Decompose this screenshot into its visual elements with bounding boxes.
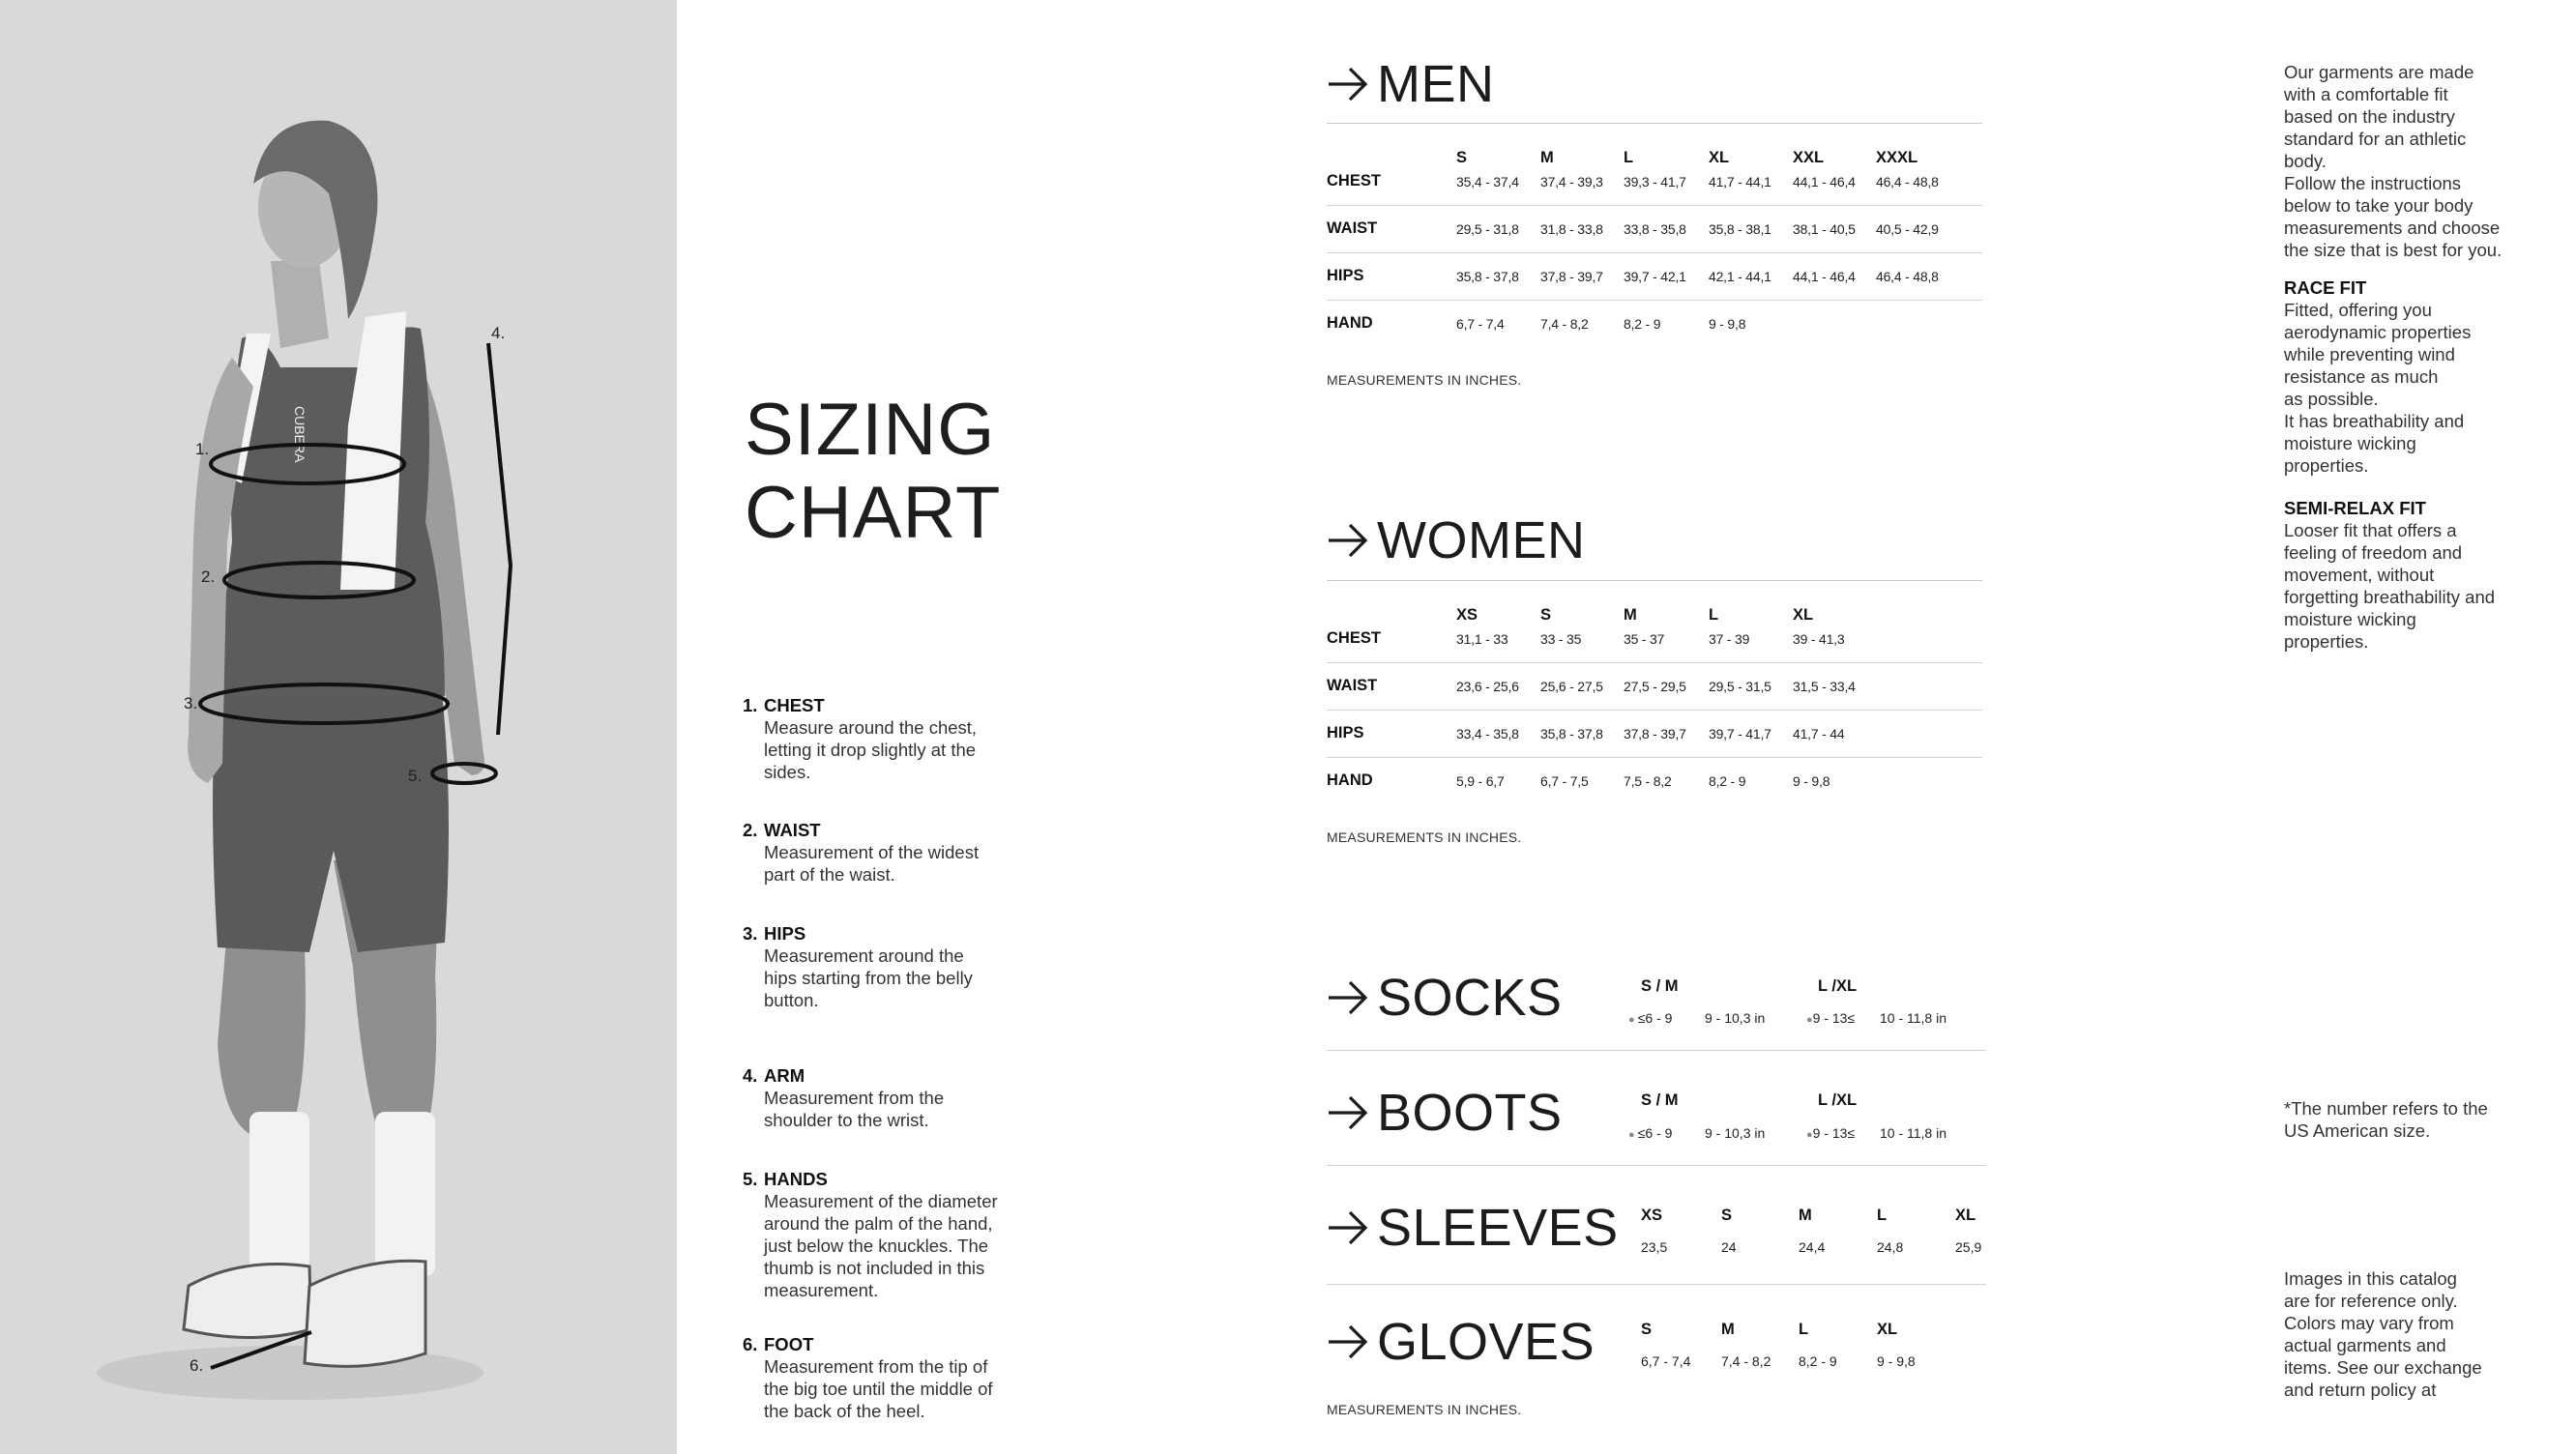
text-line: standard for an athletic [2284, 129, 2467, 149]
socks-in-lxl: 10 - 11,8 in [1880, 1010, 1947, 1026]
guide-line: Measurement from the [764, 1088, 945, 1108]
table-cell: 40,5 - 42,9 [1876, 221, 1939, 237]
table-cell: 7,4 - 8,2 [1540, 316, 1589, 332]
row-label: CHEST [1327, 629, 1381, 647]
size-label: XL [1709, 149, 1730, 166]
table-row [1327, 253, 1982, 301]
table-cell: 9 - 9,8 [1793, 773, 1830, 789]
text-line: Our garments are made [2284, 62, 2474, 82]
table-cell: 39,7 - 42,1 [1624, 269, 1686, 284]
arrow-right-icon [1327, 65, 1369, 103]
table-cell: 29,5 - 31,8 [1456, 221, 1519, 237]
arrow-right-icon [1327, 521, 1369, 560]
marker-2: 2. [201, 567, 216, 586]
marker-3: 3. [184, 694, 198, 712]
size-label: M [1721, 1321, 1735, 1338]
guide-line: Measurement of the widest [764, 842, 980, 862]
women-heading-label: WOMEN [1377, 511, 1586, 569]
text-line: Images in this catalog [2284, 1268, 2457, 1289]
table-cell: 35,8 - 37,8 [1540, 726, 1603, 742]
boots-size-sm: S / M [1641, 1091, 1679, 1109]
table-cell: 42,1 - 44,1 [1709, 269, 1771, 284]
socks-size-lxl: L /XL [1818, 977, 1858, 995]
table-cell: 44,1 - 46,4 [1793, 174, 1856, 189]
text-line: body. [2284, 151, 2327, 171]
size-label: L [1799, 1321, 1809, 1338]
glove-value: 8,2 - 9 [1799, 1353, 1837, 1369]
guide-number: 6. [743, 1334, 758, 1354]
marker-5: 5. [408, 767, 423, 785]
text-line: actual garments and [2284, 1335, 2446, 1355]
men-measurement-note: MEASUREMENTS IN INCHES. [1327, 372, 1522, 388]
dot-icon: ● [1806, 1129, 1813, 1141]
sleeve-value: 24,4 [1799, 1239, 1826, 1255]
guide-line: Measurement around the [764, 945, 964, 966]
socks-size-sm: S / M [1641, 977, 1679, 995]
table-cell: 38,1 - 40,5 [1793, 221, 1856, 237]
gloves-heading-label: GLOVES [1377, 1313, 1595, 1371]
text-line: with a comfortable fit [2284, 84, 2448, 104]
guide-number: 2. [743, 820, 758, 840]
text-line: properties. [2284, 631, 2369, 652]
text-line: based on the industry [2284, 106, 2455, 127]
row-label: CHEST [1327, 172, 1381, 189]
semi-relax-fit-heading: SEMI-RELAX FIT [2284, 498, 2426, 518]
text-line: resistance as much [2284, 366, 2439, 387]
text-line: are for reference only. [2284, 1291, 2458, 1311]
guide-line: measurement. [764, 1280, 879, 1300]
guide-line: around the palm of the hand, [764, 1213, 993, 1234]
size-label: L [1877, 1207, 1888, 1224]
table-cell: 6,7 - 7,5 [1540, 773, 1589, 789]
guide-number: 5. [743, 1169, 758, 1189]
text-line: moisture wicking [2284, 433, 2416, 453]
fit-intro [2284, 61, 2535, 261]
table-cell: 41,7 - 44,1 [1709, 174, 1771, 189]
size-label: XL [1955, 1207, 1976, 1224]
men-size-table [1327, 123, 1982, 347]
divider [1327, 1165, 1986, 1166]
sleeve-value: 23,5 [1641, 1239, 1668, 1255]
boots-us-sm [1628, 1125, 1672, 1141]
divider [1327, 1050, 1986, 1051]
row-label: HAND [1327, 314, 1373, 332]
glove-value: 7,4 - 8,2 [1721, 1353, 1771, 1369]
text-line: properties. [2284, 455, 2369, 476]
text-line: aerodynamic properties [2284, 322, 2472, 342]
semi-relax-fit [2284, 497, 2535, 653]
socks-heading-label: SOCKS [1377, 969, 1563, 1027]
guide-number: 3. [743, 923, 758, 944]
table-cell: 6,7 - 7,4 [1456, 316, 1505, 332]
women-measurement-note: MEASUREMENTS IN INCHES. [1327, 829, 1522, 845]
guide-chest [743, 694, 1033, 783]
boots-us-sm-value: ≤6 - 9 [1637, 1125, 1673, 1141]
size-label: S [1540, 606, 1552, 624]
page-title-line2: CHART [745, 472, 1002, 554]
socks-us-sm [1628, 1010, 1672, 1026]
guide-hips [743, 922, 1033, 1011]
table-cell: 8,2 - 9 [1709, 773, 1746, 789]
row-label: HAND [1327, 771, 1373, 789]
size-label: M [1624, 606, 1637, 624]
table-row [1327, 711, 1982, 758]
table-cell: 44,1 - 46,4 [1793, 269, 1856, 284]
guide-line: the back of the heel. [764, 1401, 925, 1421]
guide-line: Measure around the chest, [764, 717, 978, 738]
arrow-right-icon [1327, 1208, 1369, 1247]
table-cell: 37,8 - 39,7 [1540, 269, 1603, 284]
table-cell: 39 - 41,3 [1793, 631, 1845, 647]
marker-1: 1. [195, 440, 210, 458]
women-size-table [1327, 580, 1982, 804]
page-title-line1: SIZING [745, 389, 996, 471]
men-heading-label: MEN [1377, 55, 1495, 113]
us-size-note [2284, 1097, 2535, 1142]
size-label: XL [1877, 1321, 1898, 1338]
catalog-note [2284, 1267, 2535, 1401]
size-label: M [1540, 149, 1554, 166]
guide-heading: FOOT [764, 1334, 814, 1354]
boots-heading-label: BOOTS [1377, 1084, 1563, 1142]
glove-value: 9 - 9,8 [1877, 1353, 1916, 1369]
text-line: Looser fit that offers a [2284, 520, 2457, 540]
text-line: below to take your body [2284, 195, 2474, 216]
guide-line: part of the waist. [764, 864, 895, 885]
table-cell: 27,5 - 29,5 [1624, 679, 1686, 694]
divider [1327, 1284, 1986, 1285]
gloves-heading [1327, 1312, 1595, 1372]
size-label: XXXL [1876, 149, 1918, 166]
row-label: WAIST [1327, 219, 1378, 237]
text-line: US American size. [2284, 1120, 2431, 1141]
row-label: WAIST [1327, 677, 1378, 694]
table-cell: 29,5 - 31,5 [1709, 679, 1771, 694]
size-label: L [1624, 149, 1634, 166]
men-heading [1327, 54, 1495, 114]
size-label: XXL [1793, 149, 1825, 166]
text-line: movement, without [2284, 565, 2435, 585]
model-illustration [0, 0, 677, 1454]
guide-line: Measurement from the tip of [764, 1356, 988, 1377]
socks-in-sm: 9 - 10,3 in [1705, 1010, 1766, 1026]
table-cell: 8,2 - 9 [1624, 316, 1661, 332]
sleeves-heading [1327, 1198, 1619, 1258]
table-cell: 33,8 - 35,8 [1624, 221, 1686, 237]
size-label: XS [1456, 606, 1478, 624]
guide-heading: CHEST [764, 695, 825, 715]
row-label: HIPS [1327, 724, 1364, 742]
table-cell: 37,4 - 39,3 [1540, 174, 1603, 189]
table-cell: 39,7 - 41,7 [1709, 726, 1771, 742]
table-cell: 31,8 - 33,8 [1540, 221, 1603, 237]
table-cell: 33 - 35 [1540, 631, 1582, 647]
guide-heading: HANDS [764, 1169, 828, 1189]
boots-heading [1327, 1083, 1563, 1143]
guide-waist [743, 819, 1033, 886]
table-cell: 35,8 - 37,8 [1456, 269, 1519, 284]
text-line: and return policy at [2284, 1380, 2437, 1400]
text-line: measurements and choose [2284, 218, 2501, 238]
boots-us-lxl [1806, 1125, 1855, 1141]
sleeve-value: 24 [1721, 1239, 1737, 1255]
socks-us-lxl-value: 9 - 13≤ [1812, 1010, 1856, 1026]
guide-line: just below the knuckles. The [764, 1236, 989, 1256]
table-cell: 39,3 - 41,7 [1624, 174, 1686, 189]
table-cell: 35,4 - 37,4 [1456, 174, 1519, 189]
women-heading [1327, 510, 1585, 570]
boots-size-lxl: L /XL [1818, 1091, 1858, 1109]
guide-number: 1. [743, 695, 758, 715]
text-line: It has breathability and [2284, 411, 2465, 431]
text-line: feeling of freedom and [2284, 542, 2463, 563]
arrow-right-icon [1327, 978, 1369, 1017]
table-cell: 9 - 9,8 [1709, 316, 1746, 332]
text-line: moisture wicking [2284, 609, 2416, 629]
guide-line: letting it drop slightly at the [764, 740, 977, 760]
table-row [1327, 159, 1982, 206]
socks-heading [1327, 968, 1563, 1028]
guide-heading: HIPS [764, 923, 806, 944]
marker-6: 6. [190, 1356, 204, 1375]
guide-line: hips starting from the belly [764, 968, 973, 988]
table-cell: 23,6 - 25,6 [1456, 679, 1519, 694]
boots-us-lxl-value: 9 - 13≤ [1812, 1125, 1856, 1141]
page-title [745, 389, 1001, 555]
glove-value: 6,7 - 7,4 [1641, 1353, 1691, 1369]
guide-hands [743, 1168, 1033, 1301]
guide-heading: ARM [764, 1065, 805, 1086]
table-row [1327, 206, 1982, 253]
dot-icon: ● [1628, 1129, 1638, 1141]
table-cell: 7,5 - 8,2 [1624, 773, 1672, 789]
size-label: S [1641, 1321, 1653, 1338]
text-line: forgetting breathability and [2284, 587, 2496, 607]
marker-4: 4. [491, 324, 506, 342]
arrow-right-icon [1327, 1323, 1369, 1361]
text-line: Colors may vary from [2284, 1313, 2454, 1333]
dot-icon: ● [1806, 1014, 1813, 1026]
table-row [1327, 663, 1982, 711]
socks-us-sm-value: ≤6 - 9 [1637, 1010, 1673, 1026]
gloves-measurement-note: MEASUREMENTS IN INCHES. [1327, 1402, 1522, 1417]
text-line: Fitted, offering you [2284, 300, 2432, 320]
text-line: Follow the instructions [2284, 173, 2462, 193]
sleeves-heading-label: SLEEVES [1377, 1199, 1619, 1257]
size-label: S [1721, 1207, 1733, 1224]
table-cell: 35,8 - 38,1 [1709, 221, 1771, 237]
guide-line: Measurement of the diameter [764, 1191, 998, 1211]
size-label: XS [1641, 1207, 1663, 1224]
table-cell: 33,4 - 35,8 [1456, 726, 1519, 742]
sleeve-value: 24,8 [1877, 1239, 1904, 1255]
table-cell: 35 - 37 [1624, 631, 1665, 647]
size-label: L [1709, 606, 1719, 624]
guide-arm [743, 1064, 1033, 1131]
boots-in-lxl: 10 - 11,8 in [1880, 1125, 1947, 1141]
arrow-right-icon [1327, 1093, 1369, 1132]
table-cell: 31,5 - 33,4 [1793, 679, 1856, 694]
table-cell: 41,7 - 44 [1793, 726, 1845, 742]
text-line: the size that is best for you. [2284, 240, 2503, 260]
table-row [1327, 758, 1982, 804]
guide-line: sides. [764, 762, 811, 782]
guide-number: 4. [743, 1065, 758, 1086]
table-cell: 25,6 - 27,5 [1540, 679, 1603, 694]
size-label: XL [1793, 606, 1814, 624]
guide-line: shoulder to the wrist. [764, 1110, 929, 1130]
table-cell: 37,8 - 39,7 [1624, 726, 1686, 742]
table-cell: 46,4 - 48,8 [1876, 174, 1939, 189]
guide-heading: WAIST [764, 820, 821, 840]
table-cell: 31,1 - 33 [1456, 631, 1508, 647]
size-label: S [1456, 149, 1468, 166]
guide-line: button. [764, 990, 819, 1010]
table-cell: 46,4 - 48,8 [1876, 269, 1939, 284]
text-line: as possible. [2284, 389, 2379, 409]
guide-line: thumb is not included in this [764, 1258, 985, 1278]
race-fit-heading: RACE FIT [2284, 277, 2367, 298]
socks-us-lxl [1806, 1010, 1855, 1026]
boots-in-sm: 9 - 10,3 in [1705, 1125, 1766, 1141]
table-cell: 5,9 - 6,7 [1456, 773, 1505, 789]
sleeve-value: 25,9 [1955, 1239, 1982, 1255]
bib-logo: CUBERA [292, 406, 307, 463]
table-cell: 37 - 39 [1709, 631, 1750, 647]
race-fit [2284, 276, 2535, 477]
text-line: *The number refers to the [2284, 1098, 2488, 1119]
model-photo [0, 0, 677, 1454]
guide-line: the big toe until the middle of [764, 1379, 993, 1399]
text-line: items. See our exchange [2284, 1357, 2482, 1378]
text-line: while preventing wind [2284, 344, 2455, 364]
size-label: M [1799, 1207, 1812, 1224]
table-row [1327, 301, 1982, 347]
guide-foot [743, 1333, 1033, 1422]
table-row [1327, 616, 1982, 663]
dot-icon: ● [1628, 1014, 1638, 1026]
row-label: HIPS [1327, 267, 1364, 284]
